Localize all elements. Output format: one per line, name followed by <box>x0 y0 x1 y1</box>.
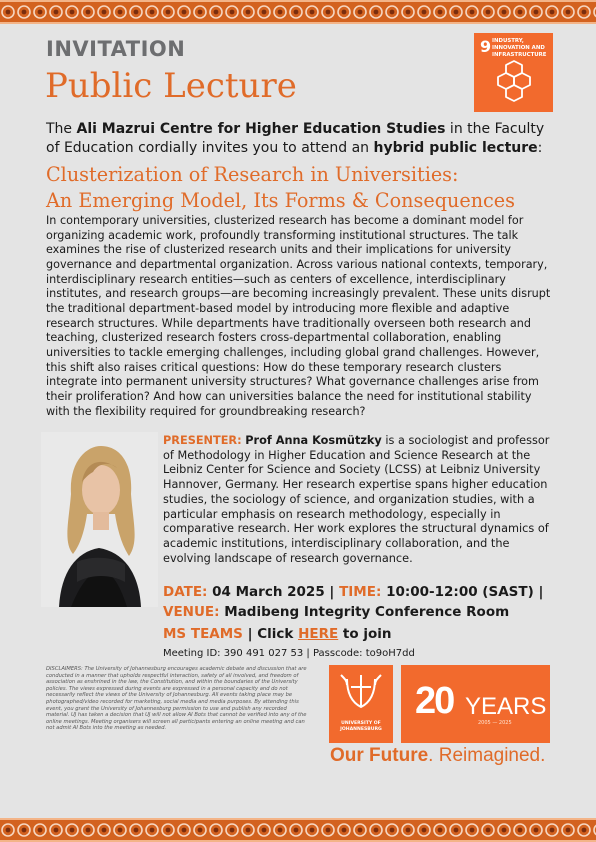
join-text: to join <box>338 626 392 642</box>
lecture-title-line-1: Clusterization of Research in Universities: <box>46 163 459 186</box>
hybrid-lecture-text: hybrid public lecture <box>373 140 538 156</box>
date-time-line <box>163 584 543 600</box>
tagline-bold: Our Future <box>330 745 429 766</box>
time-label: TIME: <box>339 584 382 600</box>
sdg-9-badge <box>474 33 553 112</box>
separator: | <box>324 584 340 600</box>
teams-line <box>163 626 392 642</box>
decorative-border-top <box>0 0 596 24</box>
sdg-number: 9 <box>480 37 492 56</box>
presenter-bio: is a sociologist and professor of Methodology in Higher Education and Science Research at the Leibniz Center for Science and Society (LCSS) at Leibniz University Hannover, Germany. Her research expertise spans higher education studies, the sociology of science, and organization studies, with a particular emphasis on research methodology, especially in comparative research. Her work explores the structural dynamics of academic institutions, interdisciplinary collaboration, and the evolving landscape of research governance. <box>163 434 550 565</box>
meeting-details: Meeting ID: 390 491 027 53 | Passcode: to9oH7dd <box>163 648 415 659</box>
20-years-logo <box>401 665 550 743</box>
years-range: 2005 — 2025 <box>478 720 512 726</box>
pattern-border-bottom <box>0 818 596 842</box>
presenter-portrait-image <box>41 432 158 607</box>
presenter-section <box>163 434 553 566</box>
presenter-photo <box>41 432 158 607</box>
teams-label: MS TEAMS <box>163 626 243 642</box>
years-number: 20 <box>415 680 454 722</box>
intro-paragraph <box>46 120 551 158</box>
venue-line <box>163 604 509 620</box>
intro-text-1: The <box>46 121 77 137</box>
date-label: DATE: <box>163 584 208 600</box>
disclaimer-text: DISCLAIMERS: The University of Johannesburg encourages academic debate and discussion that are conducted in a manner that upholds respectful interaction, safety of all involved, and freedom of association as enshrined in the law, the Constitution, and within the boundaries of the University policies. The views expressed during events are expressed in a personal capacity and do not necessarily reflect the views of the University of Johannesburg. All events taking place may be photographed/video recorded for marketing, social media and media purposes. By attending this event, you grant the University of Johannesburg permission to use and publish any recorded material. UJ has taken a decision that UJ will not allow AI Bots that cannot be verified into any of the online meetings. Meeting organisers will screen all participants entering an online meeting and can not admit AI Bots into the meeting as needed. <box>46 666 307 732</box>
pattern-border-top <box>0 0 596 24</box>
centre-name: Ali Mazrui Centre for Higher Education Studies <box>76 121 446 137</box>
lecture-title-line-2: An Emerging Model, Its Forms & Consequences <box>46 189 516 212</box>
lecture-title <box>46 162 566 214</box>
click-text: | Click <box>242 626 299 642</box>
presenter-label: PRESENTER: <box>163 434 242 447</box>
venue-label: VENUE: <box>163 604 220 620</box>
invitation-heading: INVITATION <box>46 37 186 61</box>
cube-structure-icon <box>494 59 534 103</box>
tagline-rest: . Reimagined. <box>428 745 546 766</box>
public-lecture-heading: Public Lecture <box>45 66 297 106</box>
venue-value: Madibeng Integrity Conference Room <box>224 604 510 620</box>
join-link[interactable]: HERE <box>298 626 339 642</box>
sdg-label: INDUSTRY, INNOVATION AND INFRASTRUCTURE <box>492 38 547 58</box>
years-word: YEARS <box>465 693 547 720</box>
uj-crest-icon <box>329 665 393 721</box>
presenter-name: Prof Anna Kosmützky <box>245 434 382 447</box>
tagline <box>330 745 545 767</box>
lecture-abstract: In contemporary universities, clusterized research has become a dominant model for organizing academic work, profoundly transforming institutional structures. The talk examines the rise of clusterized research units and their implications for university governance and departmental organization. Across various national contexts, temporary, interdisciplinary research entities—such as centers of excellence, interdisciplinary institutes, and research groups—are becoming increasingly prevalent. These units disrupt the traditional department-based model by introducing more flexible and adaptive research structures. While departments have traditionally overseen both research and teaching, clusterized research fosters cross-departmental collaboration, enabling universities to tackle emerging challenges, including global grand challenges. However, this shift also raises critical questions: How do these temporary research clusters integrate into permanent university structures? What governance challenges arise from their proliferation? And how can universities balance the need for institutional stability with the flexibility required for groundbreaking research? <box>46 214 551 418</box>
intro-text-3: : <box>537 140 543 156</box>
date-value: 04 March 2025 <box>212 584 325 600</box>
uj-name: UNIVERSITY OF JOHANNESBURG <box>340 721 382 732</box>
decorative-border-bottom <box>0 818 596 842</box>
time-value: 10:00-12:00 (SAST) | <box>386 584 544 600</box>
uj-logo <box>329 665 393 743</box>
intro-text-2: in the Faculty of Education cordially invites you to attend an <box>46 121 545 156</box>
